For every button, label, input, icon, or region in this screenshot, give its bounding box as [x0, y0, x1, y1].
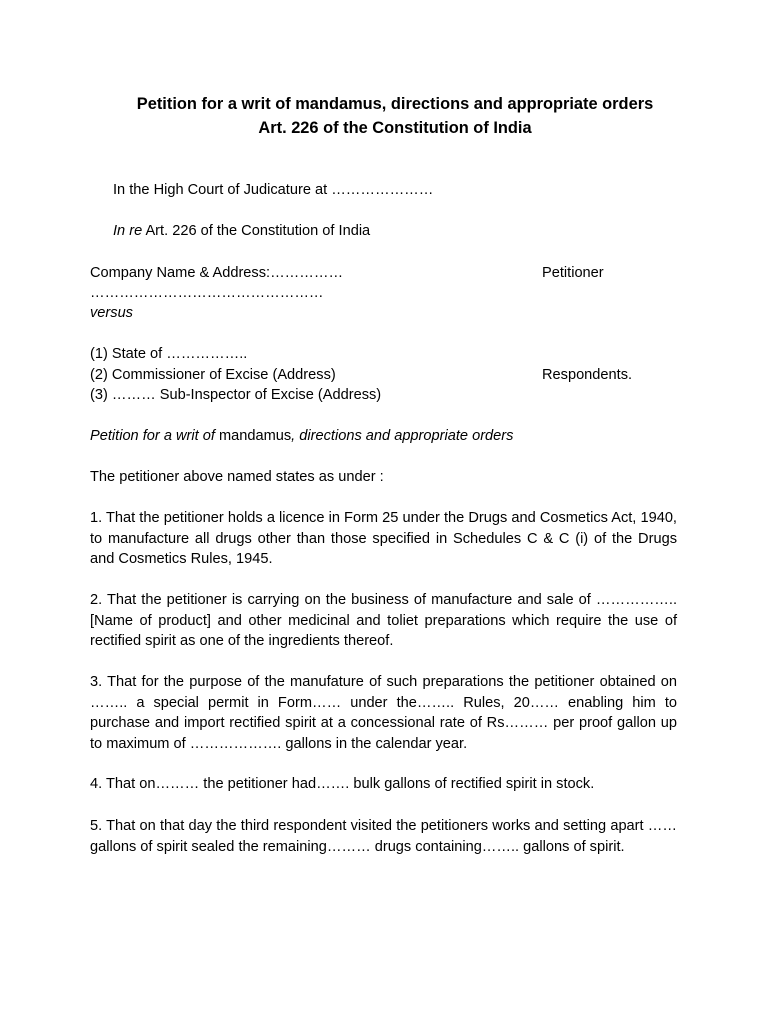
petition-heading	[90, 426, 513, 447]
document-title-line-2: Art. 226 of the Constitution of India	[258, 119, 532, 137]
respondent-3: (3) ……… Sub-Inspector of Excise (Address)	[90, 387, 382, 403]
paragraph-4: 4. That on……… the petitioner had……. bulk gallons of rectified spirit in stock.	[90, 776, 595, 792]
petitioner-label: Petitioner	[542, 265, 604, 281]
in-re-text: Art. 226 of the Constitution of India	[142, 223, 371, 239]
petition-heading-part-2: , directions and appropriate orders	[291, 428, 514, 444]
court-line: In the High Court of Judicature at …………………	[113, 182, 434, 198]
respondent-2: (2) Commissioner of Excise (Address)	[90, 367, 336, 383]
respondent-1: (1) State of ……………..	[90, 346, 248, 362]
company-line: Company Name & Address:……………	[90, 265, 344, 281]
intro-line: The petitioner above named states as under :	[90, 469, 384, 485]
paragraph-1: 1. That the petitioner holds a licence in Form 25 under the Drugs and Cosmetics Act, 1940, to manufacture all drugs other than those specified in Schedules C & C (i) of the Drugs and Cosmetics Rules, 1945.	[90, 510, 677, 567]
in-re-line	[113, 221, 370, 242]
respondents-label: Respondents.	[542, 367, 633, 383]
petition-heading-part-1: Petition for a writ of	[90, 428, 219, 444]
in-re-prefix: In re	[113, 223, 143, 239]
petition-heading-mandamus: mandamus	[218, 428, 292, 444]
versus-label: versus	[90, 305, 133, 321]
company-dots-line: …………………………………………	[90, 285, 324, 301]
paragraph-2: 2. That the petitioner is carrying on the business of manufacture and sale of …………….. [Name of product] and other medicinal and toliet preparations which require the use of rectified spirit as one of the ingredients thereof.	[90, 592, 677, 649]
paragraph-3: 3. That for the purpose of the manufature of such preparations the petitioner obtained on …….. a special permit in Form…… under the…….. Rules, 20…… enabling him to purchase and import rectified spirit at a concessional rate of Rs……… per proof gallon up to maximum of ………………. gallons in the calendar year.	[90, 674, 677, 752]
document-title-line-1: Petition for a writ of mandamus, directions and appropriate orders	[136, 95, 654, 113]
paragraph-5: 5. That on that day the third respondent visited the petitioners works and setting apart …… gallons of spirit sealed the remaining……… drugs containing…….. gallons of spirit.	[90, 818, 677, 855]
